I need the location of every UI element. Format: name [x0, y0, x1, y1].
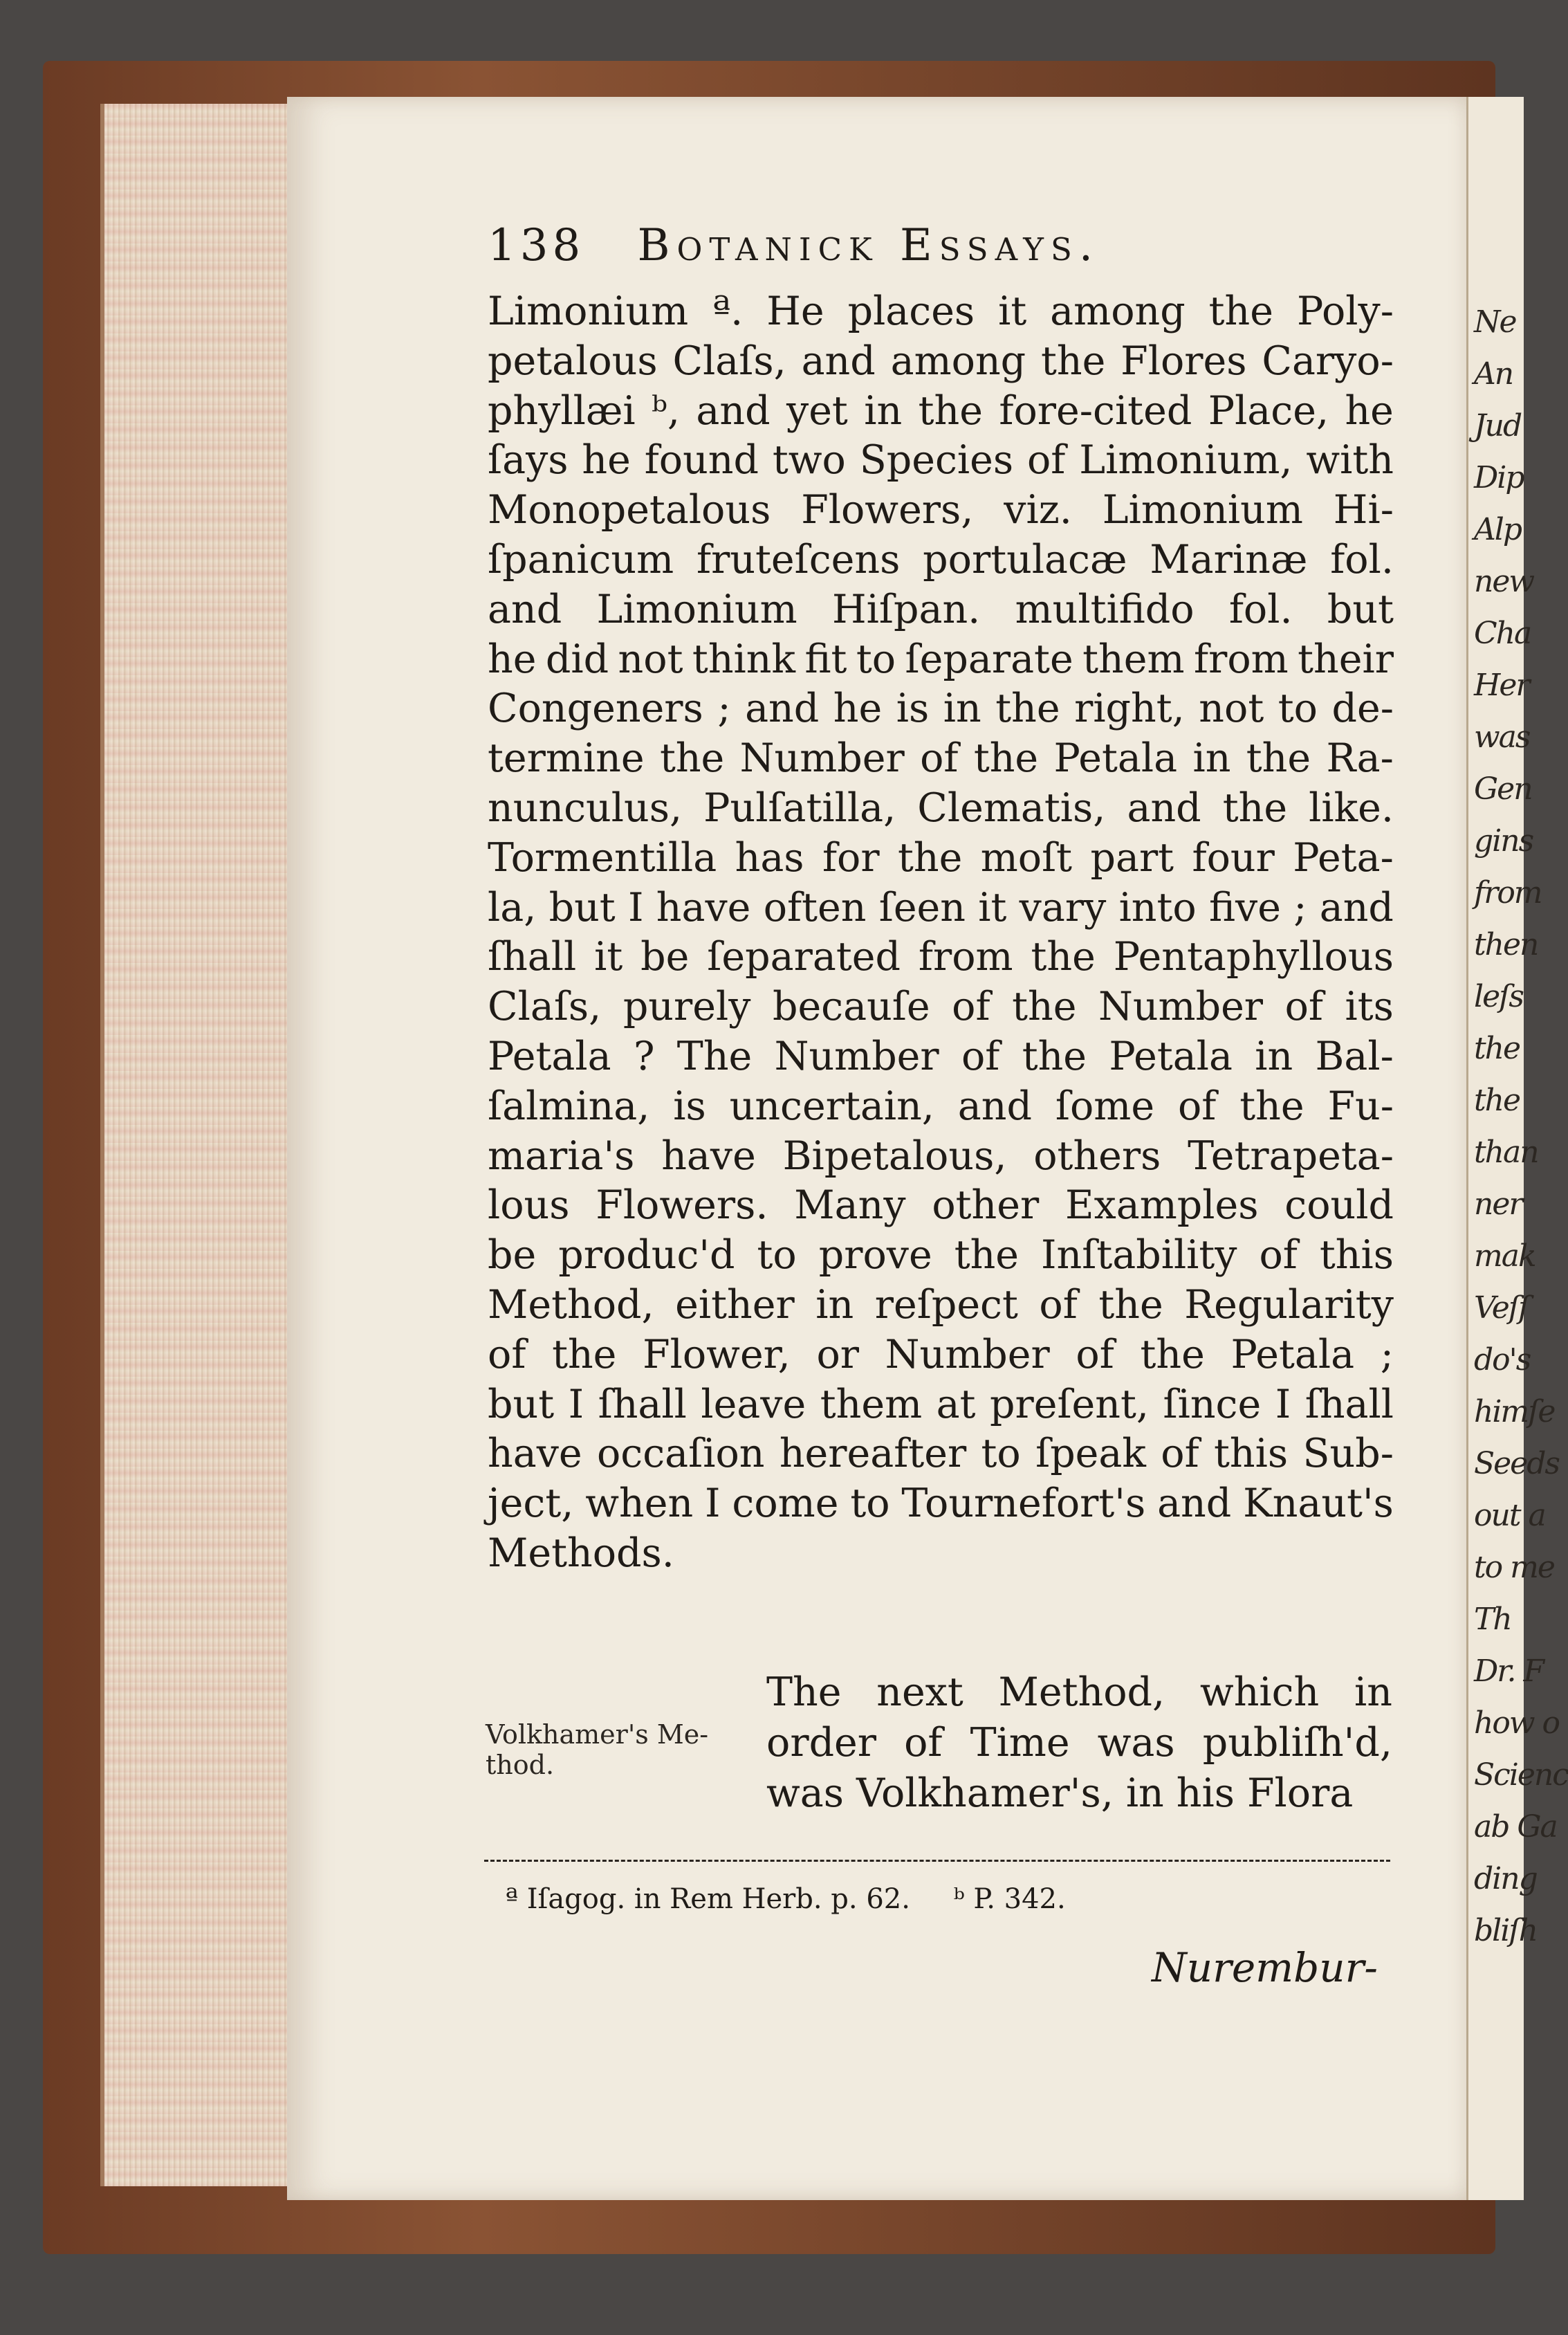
- body-line: [488, 635, 1394, 685]
- word: in: [1125, 1770, 1164, 1816]
- facing-word: mak: [1474, 1238, 1535, 1274]
- facing-page-fragment: [1466, 97, 1568, 2200]
- running-head: [488, 220, 1387, 282]
- word: the: [995, 686, 1060, 732]
- word: other: [932, 1182, 1040, 1229]
- running-title: Botanick Essays.: [637, 220, 1100, 271]
- body-line: [488, 933, 1394, 982]
- word: fol.: [1330, 536, 1394, 583]
- word: was: [1097, 1720, 1175, 1766]
- word: this: [1214, 1431, 1289, 1477]
- facing-word: Cha: [1474, 616, 1531, 651]
- facing-word: himſe: [1474, 1394, 1555, 1429]
- word: the: [897, 834, 963, 881]
- word: in: [864, 387, 903, 434]
- body-text: [488, 287, 1394, 1579]
- word: ?: [633, 1033, 655, 1079]
- word: this: [1319, 1232, 1394, 1279]
- word: his: [1176, 1770, 1235, 1816]
- body-line: [488, 387, 1394, 437]
- word: petalous: [488, 338, 658, 384]
- facing-word: new: [1474, 564, 1534, 599]
- word: of: [1284, 984, 1323, 1030]
- word: Limonium,: [1079, 437, 1293, 484]
- section-text: [766, 1667, 1392, 1819]
- facing-word: Seeds: [1474, 1446, 1559, 1481]
- word: of: [1161, 1431, 1199, 1477]
- word: which: [1199, 1669, 1320, 1715]
- footnotes: [505, 1883, 1335, 1915]
- word: prove: [818, 1232, 932, 1279]
- word: ſeparate: [905, 636, 1073, 682]
- word: Number: [1098, 984, 1264, 1030]
- word: multifido: [1015, 586, 1195, 632]
- word: of: [1177, 1083, 1217, 1129]
- word: the: [918, 387, 983, 434]
- word: it: [594, 934, 623, 980]
- facing-word: Alp: [1474, 512, 1522, 547]
- body-line: [488, 784, 1394, 834]
- body-line: [488, 1429, 1394, 1479]
- word: right,: [1074, 686, 1185, 732]
- word: and: [957, 1083, 1032, 1129]
- word: fore-cited: [999, 387, 1192, 434]
- word: of: [904, 1720, 943, 1766]
- word: ᵇ,: [652, 387, 680, 434]
- word: was: [766, 1770, 845, 1816]
- word: Marinæ: [1150, 536, 1308, 583]
- word: occaſion: [596, 1431, 765, 1477]
- body-line: [488, 287, 1394, 337]
- word: yet: [786, 387, 848, 434]
- facing-word: from: [1474, 875, 1542, 910]
- word: Method,: [998, 1669, 1165, 1715]
- footnote-b: ᵇ P. 342.: [953, 1883, 1066, 1915]
- word: Petala: [1109, 1033, 1233, 1079]
- word: hereafter: [779, 1431, 967, 1477]
- word: like.: [1309, 785, 1394, 831]
- word: five: [1209, 884, 1281, 931]
- facing-word: the: [1474, 1083, 1520, 1118]
- word: either: [675, 1281, 795, 1328]
- facing-word: Her: [1474, 668, 1529, 703]
- word: ject,: [488, 1481, 574, 1527]
- facing-word: An: [1474, 356, 1513, 392]
- word: Method,: [488, 1281, 654, 1328]
- word: Bipetalous,: [782, 1133, 1007, 1179]
- word: Claſs,: [488, 984, 602, 1030]
- word: not: [618, 636, 683, 682]
- word: publiſh'd,: [1202, 1720, 1392, 1766]
- margin-note: Volkhamer's Me-thod.: [486, 1719, 709, 1780]
- facing-word: gins: [1474, 823, 1533, 859]
- body-line: [488, 1529, 1394, 1579]
- word: of: [488, 1331, 526, 1377]
- word: Petala: [488, 1033, 611, 1079]
- body-line: [488, 535, 1394, 585]
- body-line: [488, 486, 1394, 535]
- word: to: [850, 1481, 890, 1527]
- facing-word: was: [1474, 720, 1530, 755]
- word: them: [1082, 636, 1185, 682]
- word: Tournefort's: [901, 1481, 1146, 1527]
- word: others: [1033, 1133, 1161, 1179]
- word: Flowers,: [801, 487, 974, 533]
- page-edges: [100, 104, 291, 2186]
- word: produc'd: [558, 1232, 735, 1279]
- word: Number: [885, 1331, 1050, 1377]
- word: and: [801, 338, 876, 384]
- facing-word: out a: [1474, 1498, 1545, 1533]
- word: ;: [717, 686, 731, 732]
- word: or: [816, 1331, 860, 1377]
- word: two: [772, 437, 846, 484]
- word: Flowers.: [596, 1182, 768, 1229]
- word: Inſtability: [1041, 1232, 1237, 1279]
- word: them: [820, 1381, 923, 1427]
- word: its: [1345, 984, 1394, 1030]
- word: Flower,: [643, 1331, 791, 1377]
- word: Many: [794, 1182, 906, 1229]
- word: from: [918, 934, 1013, 980]
- word: and: [1319, 884, 1394, 931]
- word: is: [896, 686, 930, 732]
- word: Knaut's: [1243, 1481, 1394, 1527]
- word: and: [488, 586, 562, 632]
- facing-word: Veſſ: [1474, 1290, 1529, 1326]
- word: purely: [622, 984, 751, 1030]
- word: and: [1127, 785, 1201, 831]
- word: Hi-: [1333, 487, 1394, 533]
- word: Flores: [1120, 338, 1247, 384]
- word: ſpeak: [1035, 1431, 1146, 1477]
- word: I: [1275, 1381, 1291, 1427]
- body-line: [488, 1330, 1394, 1380]
- body-line: [488, 1032, 1394, 1082]
- facing-word: Jud: [1474, 408, 1522, 443]
- word: Number: [774, 1033, 939, 1079]
- facing-word: the: [1474, 1031, 1520, 1066]
- word: Petala: [1230, 1331, 1355, 1377]
- word: with: [1306, 437, 1394, 484]
- word: preſent,: [989, 1381, 1150, 1427]
- word: among: [1050, 289, 1186, 334]
- word: be: [488, 1232, 537, 1279]
- word: but: [548, 884, 616, 931]
- word: the: [659, 735, 725, 782]
- word: Congeners: [488, 686, 703, 732]
- word: have: [656, 884, 751, 931]
- word: and: [696, 387, 771, 434]
- word: in: [943, 686, 981, 732]
- word: becauſe: [772, 984, 930, 1030]
- word: He: [766, 289, 824, 334]
- word: Bal-: [1315, 1033, 1394, 1079]
- body-line: [488, 1181, 1394, 1231]
- body-line: [488, 585, 1394, 635]
- word: la,: [488, 884, 537, 931]
- word: Pulſatilla,: [703, 785, 896, 831]
- word: often: [763, 884, 867, 931]
- word: the: [1239, 1083, 1304, 1129]
- word: Hiſpan.: [831, 586, 981, 632]
- word: be: [640, 934, 690, 980]
- word: I: [568, 1381, 584, 1427]
- facing-word: Dr. F: [1474, 1654, 1543, 1689]
- word: order: [766, 1720, 877, 1766]
- word: to: [981, 1431, 1021, 1477]
- word: ſeen: [878, 884, 966, 931]
- word: in: [1255, 1033, 1293, 1079]
- word: termine: [488, 735, 645, 782]
- word: but: [488, 1381, 555, 1427]
- word: next: [876, 1669, 963, 1715]
- word: Time: [970, 1720, 1070, 1766]
- facing-word: Th: [1474, 1602, 1511, 1637]
- word: places: [847, 289, 975, 334]
- word: Limonium: [488, 289, 689, 334]
- word: the: [1031, 934, 1096, 980]
- word: Poly-: [1296, 289, 1394, 334]
- word: de-: [1331, 686, 1394, 732]
- section-line: [766, 1667, 1392, 1718]
- word: ;: [1380, 1331, 1394, 1377]
- word: the: [1222, 785, 1288, 831]
- word: has: [735, 834, 804, 881]
- word: he: [582, 437, 631, 484]
- word: ſhall: [488, 934, 577, 980]
- word: ſince: [1163, 1381, 1262, 1427]
- word: think: [692, 636, 796, 682]
- word: of: [1026, 437, 1066, 484]
- facing-word: do's: [1474, 1342, 1531, 1377]
- word: moſt: [980, 834, 1073, 881]
- word: fruteſcens: [696, 536, 901, 583]
- word: Tetrapeta-: [1188, 1133, 1394, 1179]
- body-line: [488, 734, 1394, 784]
- word: Pentaphyllous: [1113, 934, 1394, 980]
- word: Sub-: [1302, 1431, 1394, 1477]
- word: in: [1354, 1669, 1392, 1715]
- word: from: [1193, 636, 1289, 682]
- body-line: [488, 1380, 1394, 1430]
- word: the: [1246, 735, 1311, 782]
- word: fit: [804, 636, 847, 682]
- facing-word: to me: [1474, 1550, 1554, 1585]
- word: it: [978, 884, 1007, 931]
- word: fol.: [1228, 586, 1293, 632]
- word: found: [644, 437, 759, 484]
- word: vary: [1019, 884, 1107, 931]
- body-line: [488, 834, 1394, 883]
- word: he: [488, 636, 537, 682]
- word: ª.: [712, 289, 744, 334]
- word: for: [822, 834, 880, 881]
- word: the: [1140, 1331, 1205, 1377]
- word: Species: [859, 437, 1014, 484]
- word: of: [920, 735, 959, 782]
- word: viz.: [1004, 487, 1072, 533]
- word: Volkhamer's,: [856, 1770, 1114, 1816]
- word: of: [1259, 1232, 1298, 1279]
- word: the: [1012, 984, 1077, 1030]
- word: and: [1157, 1481, 1232, 1527]
- word: leave: [701, 1381, 806, 1427]
- word: of: [1039, 1281, 1078, 1328]
- facing-word: Scienc: [1474, 1757, 1568, 1793]
- word: he: [833, 686, 883, 732]
- word: The: [676, 1033, 753, 1079]
- word: nunculus,: [488, 785, 683, 831]
- word: ſpanicum: [488, 536, 674, 583]
- word: part: [1090, 834, 1174, 881]
- facing-word: ner: [1474, 1187, 1522, 1222]
- body-line: [488, 982, 1394, 1032]
- word: Ra-: [1326, 735, 1394, 782]
- word: to: [757, 1232, 797, 1279]
- word: Caryo-: [1262, 338, 1394, 384]
- word: Monopetalous: [488, 487, 771, 533]
- word: Place,: [1208, 387, 1329, 434]
- word: the: [954, 1232, 1020, 1279]
- word: the: [1022, 1033, 1087, 1079]
- word: Limonium: [596, 586, 797, 632]
- body-line: [488, 883, 1394, 933]
- word: Petala: [1053, 735, 1178, 782]
- word: ſeparated: [707, 934, 901, 980]
- facing-word: ding: [1474, 1861, 1537, 1896]
- body-line: [488, 1479, 1394, 1529]
- facing-word: Dip: [1474, 460, 1524, 495]
- page-number: 138: [488, 220, 585, 271]
- word: in: [815, 1281, 854, 1328]
- word: Examples: [1065, 1182, 1259, 1229]
- word: ſalmina,: [488, 1083, 650, 1129]
- facing-word: than: [1474, 1135, 1538, 1170]
- facing-word: Gen: [1474, 771, 1532, 807]
- word: Number: [739, 735, 905, 782]
- word: Limonium: [1102, 487, 1303, 533]
- word: maria's: [488, 1133, 635, 1179]
- word: of: [1076, 1331, 1114, 1377]
- word: Methods.: [488, 1530, 674, 1576]
- facing-word: Ne: [1474, 304, 1516, 340]
- footnote-rule: [484, 1860, 1390, 1865]
- facing-word: ab Ga: [1474, 1809, 1557, 1844]
- body-line: [488, 1132, 1394, 1182]
- word: not: [1199, 686, 1264, 732]
- word: of: [952, 984, 990, 1030]
- word: could: [1284, 1182, 1394, 1229]
- word: the: [1098, 1281, 1163, 1328]
- word: uncertain,: [729, 1083, 934, 1129]
- word: Tormentilla: [488, 834, 717, 881]
- footnote-a: ª Iſagog. in Rem Herb. p. 62.: [505, 1883, 910, 1915]
- body-line: [488, 1082, 1394, 1132]
- word: the: [973, 735, 1039, 782]
- facing-word: then: [1474, 927, 1538, 962]
- facing-word: how o: [1474, 1705, 1559, 1741]
- word: their: [1298, 636, 1394, 682]
- word: among: [890, 338, 1026, 384]
- word: ſhall: [1304, 1381, 1394, 1427]
- word: four: [1192, 834, 1275, 881]
- word: Peta-: [1293, 834, 1394, 881]
- word: ſhall: [598, 1381, 687, 1427]
- word: the: [1208, 289, 1274, 334]
- catchword: Nurembur-: [1152, 1944, 1378, 1991]
- word: reſpect: [874, 1281, 1018, 1328]
- word: Regularity: [1184, 1281, 1394, 1328]
- word: lous: [488, 1182, 570, 1229]
- word: Fu-: [1327, 1083, 1394, 1129]
- body-line: [488, 1231, 1394, 1281]
- word: when: [585, 1481, 694, 1527]
- body-line: [488, 436, 1394, 486]
- word: portulacæ: [923, 536, 1127, 583]
- word: into: [1118, 884, 1197, 931]
- word: of: [961, 1033, 1000, 1079]
- section-line: [766, 1718, 1392, 1768]
- word: to: [856, 636, 896, 682]
- word: but: [1327, 586, 1394, 632]
- word: the: [552, 1331, 617, 1377]
- word: ſome: [1055, 1083, 1155, 1129]
- word: and: [745, 686, 820, 732]
- word: in: [1192, 735, 1231, 782]
- word: come: [732, 1481, 839, 1527]
- facing-word: leſs: [1474, 979, 1523, 1014]
- body-line: [488, 684, 1394, 734]
- word: I: [627, 884, 644, 931]
- word: Clematis,: [917, 785, 1106, 831]
- section-line: [766, 1768, 1392, 1819]
- word: the: [1040, 338, 1106, 384]
- facing-word: bliſh: [1474, 1913, 1537, 1948]
- word: I: [705, 1481, 721, 1527]
- word: he: [1345, 387, 1394, 434]
- word: have: [661, 1133, 756, 1179]
- body-line: [488, 1281, 1394, 1330]
- word: ſays: [488, 437, 569, 484]
- word: did: [545, 636, 609, 682]
- word: Claſs,: [672, 338, 786, 384]
- word: The: [766, 1669, 842, 1715]
- word: Flora: [1246, 1770, 1354, 1816]
- word: phyllæi: [488, 387, 636, 434]
- word: to: [1278, 686, 1318, 732]
- word: ;: [1293, 884, 1307, 931]
- word: is: [673, 1083, 706, 1129]
- word: at: [936, 1381, 976, 1427]
- word: it: [998, 289, 1027, 334]
- word: have: [488, 1431, 582, 1477]
- body-line: [488, 337, 1394, 387]
